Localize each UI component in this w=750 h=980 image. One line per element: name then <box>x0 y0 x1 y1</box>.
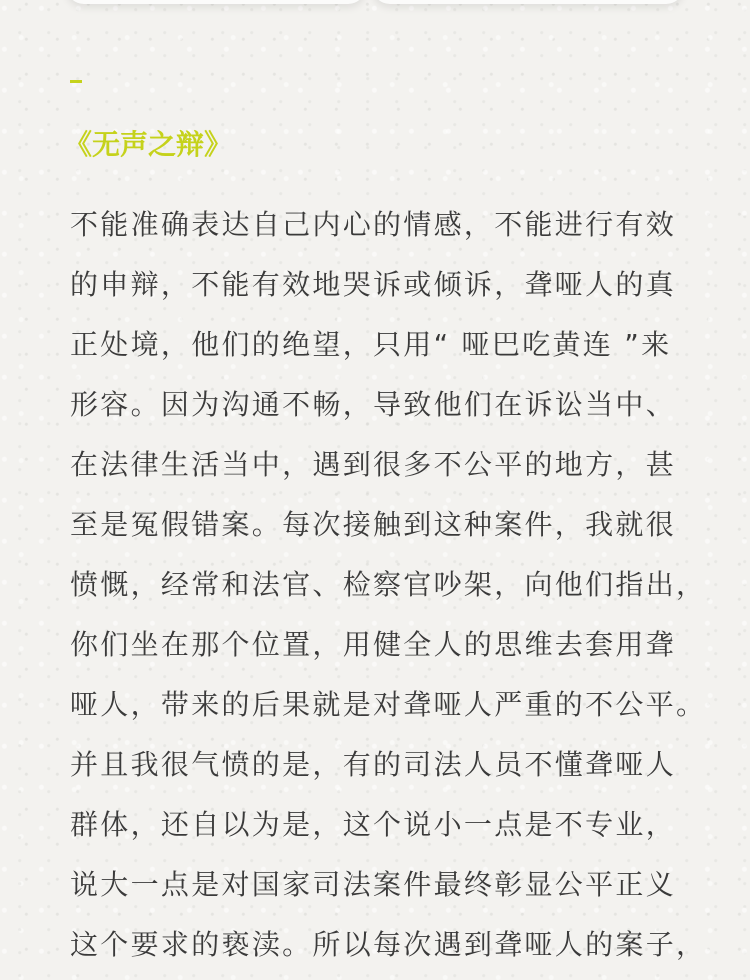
body-line: 的申辩，不能有效地哭诉或倾诉，聋哑人的真 <box>70 268 677 301</box>
body-line: 愤慨，经常和法官、检察官吵架，向他们指出， <box>70 568 707 601</box>
body-line: 形容。因为沟通不畅，导致他们在诉讼当中、 <box>70 388 677 421</box>
body-line: 在法律生活当中，遇到很多不公平的地方，甚 <box>70 448 677 481</box>
body-line: 说大一点是对国家司法案件最终彰显公平正义 <box>70 868 677 901</box>
accent-dash <box>70 80 82 83</box>
body-line: 群体，还自以为是，这个说小一点是不专业， <box>70 808 677 841</box>
body-line: 并且我很气愤的是，有的司法人员不懂聋哑人 <box>70 748 677 781</box>
body-line: 正处境，他们的绝望，只用“ 哑巴吃黄连 ”来 <box>70 328 672 361</box>
body-line: 这个要求的亵渎。所以每次遇到聋哑人的案子， <box>70 928 707 961</box>
top-cards <box>66 0 684 4</box>
body-line: 你们坐在那个位置，用健全人的思维去套用聋 <box>70 628 677 661</box>
body-line: 至是冤假错案。每次接触到这种案件，我就很 <box>70 508 677 541</box>
top-card-right <box>372 0 684 4</box>
article-body <box>70 200 707 980</box>
body-line: 不能准确表达自己内心的情感，不能进行有效 <box>70 208 677 241</box>
top-card-left <box>66 0 366 4</box>
body-line: 哑人，带来的后果就是对聋哑人严重的不公平。 <box>70 688 707 721</box>
section-title: 《无声之辩》 <box>64 128 233 161</box>
